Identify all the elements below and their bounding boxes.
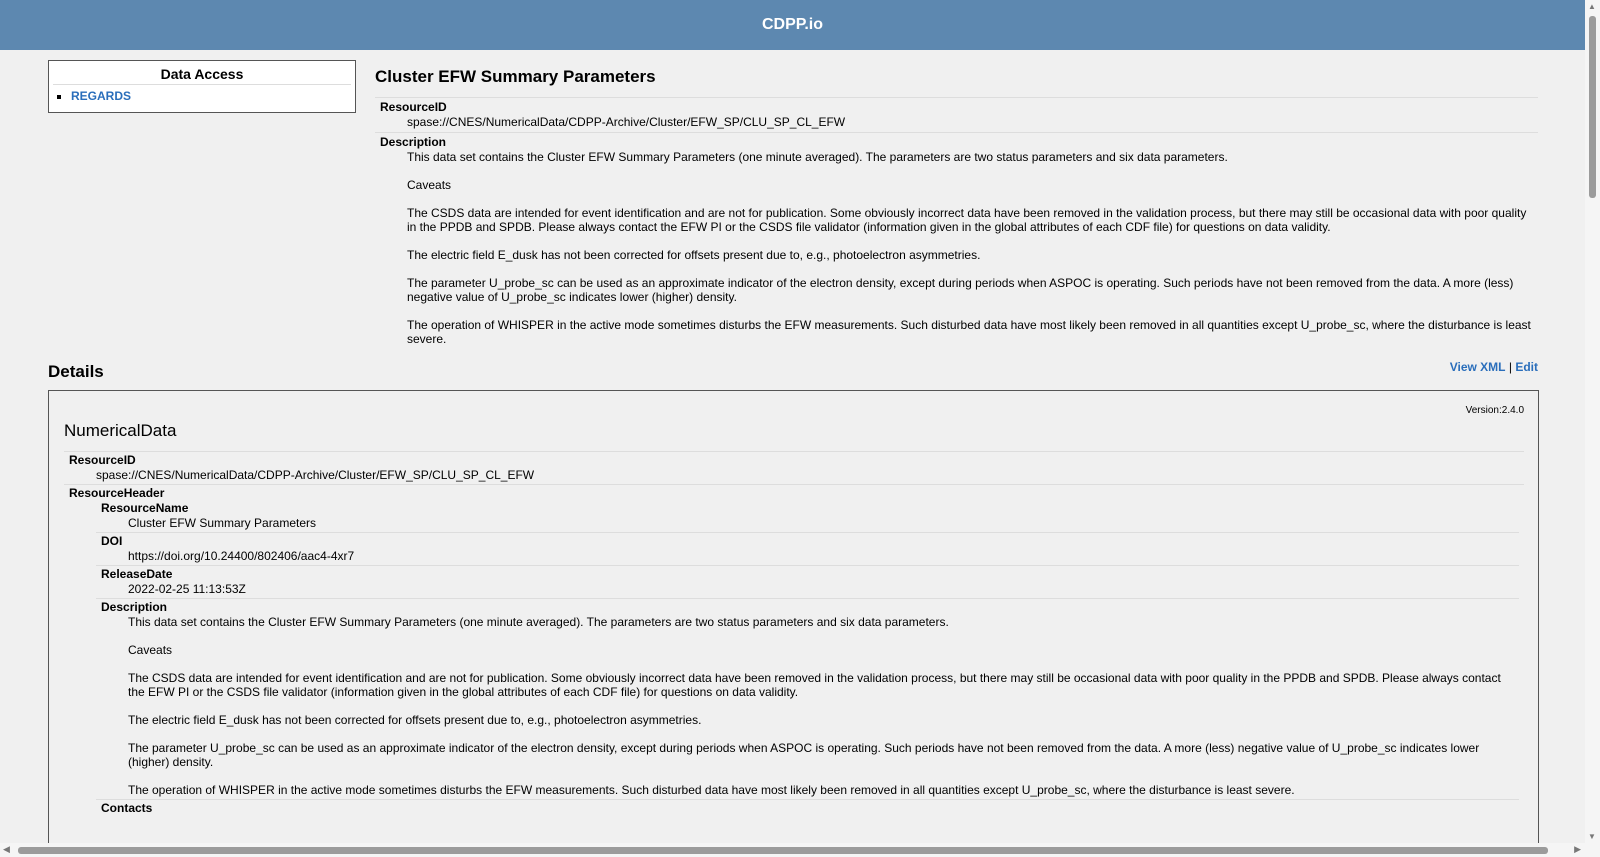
scroll-down-arrow-icon[interactable]: ▼ bbox=[1588, 832, 1596, 841]
details-panel bbox=[48, 390, 1539, 843]
regards-link[interactable]: REGARDS bbox=[71, 89, 132, 103]
description-paragraph: The operation of WHISPER in the active mode sometimes disturbs the EFW measurements. Such disturbed data have most likely been removed in all quantities except U_probe_sc, where the disturbance is least severe. bbox=[128, 783, 1295, 797]
field-label: ResourceName bbox=[101, 501, 189, 515]
field-value: spase://CNES/NumericalData/CDPP-Archive/Cluster/EFW_SP/CLU_SP_CL_EFW bbox=[407, 115, 846, 129]
field-label: Description bbox=[380, 135, 447, 149]
scroll-left-arrow-icon[interactable]: ◀ bbox=[3, 844, 10, 854]
scroll-right-arrow-icon[interactable]: ▶ bbox=[1574, 844, 1581, 854]
detail-resource-header bbox=[64, 484, 1524, 819]
page-content bbox=[0, 50, 1585, 843]
resource-header-fields bbox=[69, 500, 1519, 817]
description-paragraph: The CSDS data are intended for event identification and are not for publication. Some obviously incorrect data have been removed in the validation process, but there may still be occasional data with poor quality in the PPDB and SPDB. Please always contact the EFW PI or the CSDS file validator (information given in the global attributes of each CDF file) for questions on data validity. bbox=[407, 206, 1527, 234]
detail-doi bbox=[96, 532, 1519, 565]
edit-link[interactable]: Edit bbox=[1515, 360, 1538, 374]
description-text bbox=[380, 150, 1533, 346]
field-label: Description bbox=[101, 600, 168, 614]
detail-resource-name bbox=[96, 500, 1519, 532]
horizontal-scroll-thumb[interactable] bbox=[18, 847, 1548, 854]
details-links bbox=[1450, 360, 1538, 374]
resource-title: Cluster EFW Summary Parameters bbox=[375, 67, 656, 86]
data-access-item bbox=[71, 89, 355, 103]
description-text bbox=[101, 615, 1514, 797]
data-access-title: Data Access bbox=[53, 66, 351, 85]
field-label: DOI bbox=[101, 534, 123, 548]
field-value: spase://CNES/NumericalData/CDPP-Archive/Cluster/EFW_SP/CLU_SP_CL_EFW bbox=[96, 468, 535, 482]
description-paragraph: Caveats bbox=[407, 178, 452, 192]
site-title: CDPP.io bbox=[761, 16, 824, 33]
field-label: ResourceID bbox=[380, 100, 447, 114]
field-label: Contacts bbox=[101, 801, 153, 815]
data-access-list bbox=[49, 89, 355, 103]
field-value: 2022-02-25 11:13:53Z bbox=[128, 582, 246, 596]
detail-description bbox=[96, 598, 1519, 799]
scroll-up-arrow-icon[interactable]: ▲ bbox=[1588, 2, 1596, 11]
top-header-bar bbox=[0, 0, 1585, 50]
field-label: ResourceHeader bbox=[69, 486, 165, 500]
scrollbar-corner bbox=[1585, 843, 1600, 857]
description-paragraph: The CSDS data are intended for event identification and are not for publication. Some obviously incorrect data have been removed in the validation process, but there may still be occasional data with poor quality in the PPDB and SPDB. Please always contact the EFW PI or the CSDS file validator (information given in the global attributes of each CDF file) for questions on data validity. bbox=[128, 671, 1501, 699]
horizontal-scrollbar[interactable] bbox=[0, 843, 1585, 857]
resource-summary bbox=[375, 67, 1538, 349]
detail-contacts bbox=[96, 799, 1519, 817]
summary-description bbox=[375, 132, 1538, 349]
description-paragraph: The electric field E_dusk has not been corrected for offsets present due to, e.g., photoelectron asymmetries. bbox=[128, 713, 702, 727]
vertical-scroll-thumb[interactable] bbox=[1589, 16, 1596, 198]
summary-resource-id bbox=[375, 97, 1538, 132]
description-paragraph: This data set contains the Cluster EFW Summary Parameters (one minute averaged). The parameters are two status parameters and six data parameters. bbox=[128, 615, 949, 629]
view-xml-link[interactable]: View XML bbox=[1449, 360, 1506, 374]
field-label: ReleaseDate bbox=[101, 567, 173, 581]
field-value: https://doi.org/10.24400/802406/aac4-4xr7 bbox=[128, 549, 355, 563]
description-paragraph: Caveats bbox=[128, 643, 173, 657]
link-separator: | bbox=[1508, 360, 1512, 374]
field-label: ResourceID bbox=[69, 453, 136, 467]
vertical-scrollbar[interactable] bbox=[1585, 0, 1600, 843]
version-label: Version:2.4.0 bbox=[1465, 405, 1524, 416]
detail-release-date bbox=[96, 565, 1519, 598]
description-paragraph: The parameter U_probe_sc can be used as an approximate indicator of the electron density, except during periods when ASPOC is operating. Such periods have not been removed from the data. A more (less) negative value of U_probe_sc indicates lower (higher) density. bbox=[407, 276, 1514, 304]
data-access-panel bbox=[48, 60, 356, 113]
detail-resource-id bbox=[64, 451, 1524, 484]
resource-type-title: NumericalData bbox=[64, 421, 177, 440]
details-body bbox=[64, 451, 1524, 819]
description-paragraph: The parameter U_probe_sc can be used as an approximate indicator of the electron density, except during periods when ASPOC is operating. Such periods have not been removed from the data. A more (less) negative value of U_probe_sc indicates lower (higher) density. bbox=[128, 741, 1480, 769]
field-value: Cluster EFW Summary Parameters bbox=[128, 516, 317, 530]
details-heading: Details bbox=[48, 362, 104, 381]
description-paragraph: The operation of WHISPER in the active mode sometimes disturbs the EFW measurements. Such disturbed data have most likely been removed in all quantities except U_probe_sc, where the disturbance is least severe. bbox=[407, 318, 1531, 346]
description-paragraph: The electric field E_dusk has not been corrected for offsets present due to, e.g., photoelectron asymmetries. bbox=[407, 248, 981, 262]
description-paragraph: This data set contains the Cluster EFW Summary Parameters (one minute averaged). The parameters are two status parameters and six data parameters. bbox=[407, 150, 1228, 164]
